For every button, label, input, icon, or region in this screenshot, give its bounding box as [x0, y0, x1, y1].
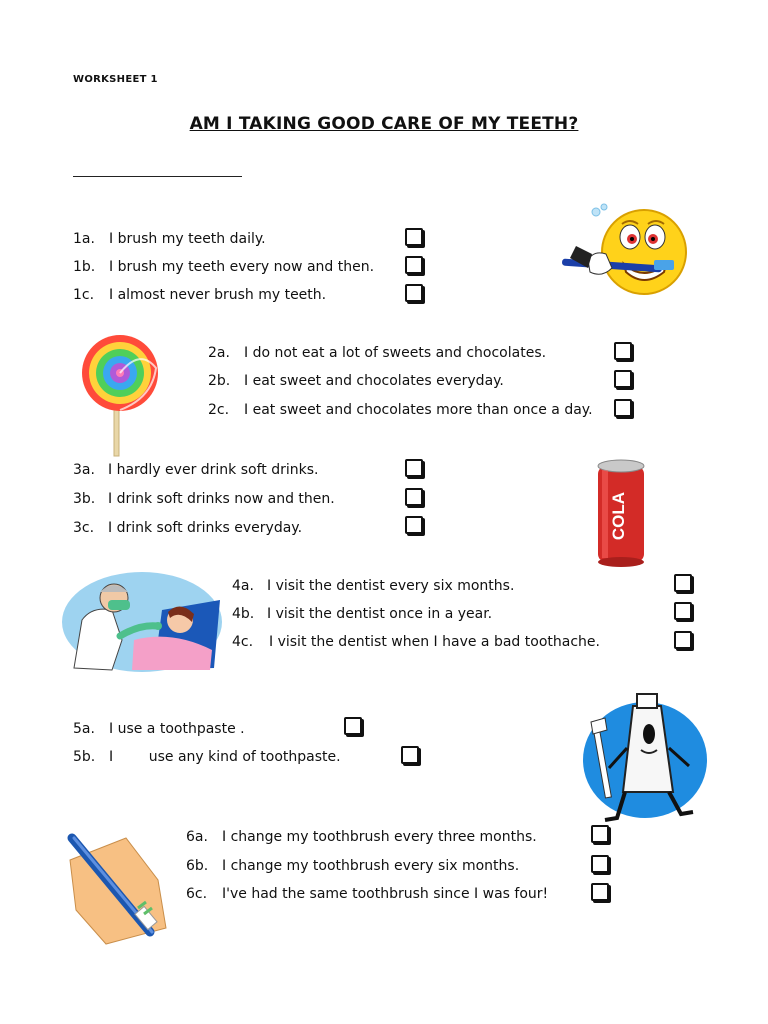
question-3a: 3a. I hardly ever drink soft drinks. — [73, 462, 319, 478]
question-4c: 4c. I visit the dentist when I have a bad toothache. — [232, 634, 600, 650]
checkbox-5b[interactable] — [401, 746, 419, 764]
checkbox-5a[interactable] — [344, 717, 362, 735]
checkbox-2a[interactable] — [614, 342, 632, 360]
checkbox-2c[interactable] — [614, 399, 632, 417]
question-4b: 4b. I visit the dentist once in a year. — [232, 606, 493, 622]
question-6c: 6c. I've had the same toothbrush since I was four! — [186, 886, 549, 902]
cola-can-icon — [592, 456, 650, 568]
name-line — [73, 176, 242, 177]
checkbox-4a[interactable] — [674, 574, 692, 592]
question-3c: 3c. I drink soft drinks everyday. — [73, 520, 303, 536]
checkbox-4b[interactable] — [674, 602, 692, 620]
question-1c: 1c. I almost never brush my teeth. — [73, 287, 327, 303]
checkbox-1c[interactable] — [405, 284, 423, 302]
dentist-icon — [62, 570, 222, 675]
worksheet-label: WORKSHEET 1 — [73, 74, 158, 85]
question-5b: 5b. I use any kind of toothpaste. — [73, 749, 341, 765]
question-2c: 2c. I eat sweet and chocolates more than once a day. — [208, 402, 593, 418]
checkbox-3a[interactable] — [405, 459, 423, 477]
checkbox-1b[interactable] — [405, 256, 423, 274]
question-2a: 2a. I do not eat a lot of sweets and chocolates. — [208, 345, 547, 361]
checkbox-1a[interactable] — [405, 228, 423, 246]
checkbox-3b[interactable] — [405, 488, 423, 506]
checkbox-6c[interactable] — [591, 883, 609, 901]
question-2b: 2b. I eat sweet and chocolates everyday. — [208, 373, 504, 389]
lollipop-icon — [60, 328, 190, 458]
toothpaste-mascot-icon — [577, 688, 712, 828]
question-5a: 5a. I use a toothpaste . — [73, 721, 245, 737]
question-6b: 6b. I change my toothbrush every six months. — [186, 858, 520, 874]
question-1a: 1a. I brush my teeth daily. — [73, 231, 266, 247]
checkbox-2b[interactable] — [614, 370, 632, 388]
page-title: AM I TAKING GOOD CARE OF MY TEETH? — [189, 114, 579, 134]
toothbrush-icon — [66, 832, 178, 950]
can-label: COLA — [609, 491, 628, 541]
question-4a: 4a. I visit the dentist every six months. — [232, 578, 515, 594]
checkbox-6b[interactable] — [591, 855, 609, 873]
question-1b: 1b. I brush my teeth every now and then. — [73, 259, 375, 275]
checkbox-4c[interactable] — [674, 631, 692, 649]
question-6a: 6a. I change my toothbrush every three months. — [186, 829, 537, 845]
question-3b: 3b. I drink soft drinks now and then. — [73, 491, 335, 507]
checkbox-3c[interactable] — [405, 516, 423, 534]
smiley-brushing-icon — [558, 202, 693, 302]
